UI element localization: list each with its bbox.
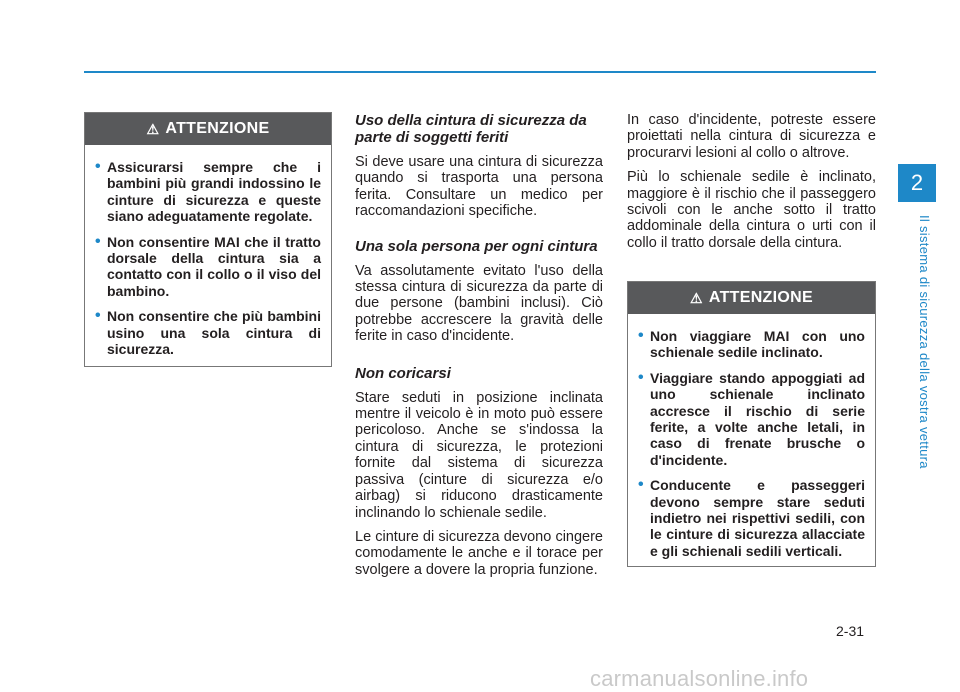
right-column — [627, 112, 876, 259]
warning-triangle-icon: ⚠ — [146, 120, 160, 137]
warning-title: ATTENZIONE — [165, 120, 270, 137]
warning-title: ATTENZIONE — [708, 289, 813, 306]
chapter-number: 2 — [910, 170, 924, 195]
section-title: Uso della cintura di sicurezza da parte di soggetti feriti — [355, 112, 587, 146]
chapter-tab — [898, 164, 936, 202]
top-rule — [84, 71, 876, 73]
warning-box-left — [84, 112, 332, 367]
warning-box-right — [627, 281, 876, 567]
paragraph: In caso d'incidente, potreste essere proiettati nella cintura di sicurezza e procurarvi lesioni al collo o altrove. — [627, 112, 876, 161]
paragraph: Le cinture di sicurezza devono cingere comodamente le anche e il torace per svolgere a dovere la propria funzione. — [355, 528, 603, 578]
warning-item: • Non viaggiare MAI con uno schienale sedile inclinato. — [650, 328, 865, 361]
warning-item: • Non consentire MAI che il tratto dorsale della cintura sia a contatto con il collo o il viso del bambino. — [107, 234, 321, 300]
page-number: 2-31 — [836, 623, 865, 639]
warning-item: • Assicurarsi sempre che i bambini più grandi indossino le cinture di sicurezza e queste siano adeguatamente regolate. — [107, 159, 321, 225]
warning-item: • Viaggiare stando appoggiati ad uno schienale inclinato accresce il rischio di serie ferite, a volte anche letali, in caso di frenate brusche o d'incidente. — [650, 370, 865, 468]
warning-triangle-icon: ⚠ — [690, 289, 703, 306]
paragraph: Stare seduti in posizione inclinata mentre il veicolo è in moto può essere pericoloso. Anche se s'indossa la cintura di sicurezza, le protezioni fornite dal sistema di sicurezza passiva (cinture di sicurezza e/o airbag) si riducono drasticamente inclinando lo schienale sedile. — [355, 389, 603, 521]
warning-header — [85, 113, 331, 145]
chapter-title: Il sistema di sicurezza della vostra vettura — [917, 215, 932, 469]
warning-list — [628, 314, 875, 576]
paragraph: Va assolutamente evitato l'uso della stessa cintura di sicurezza da parte di due persone (bambini inclusi). Ciò potrebbe accrescere la gravità delle ferite in caso d'incidente. — [355, 262, 603, 345]
section-title: Non coricarsi — [355, 364, 451, 382]
warning-item: • Conducente e passeggeri devono sempre stare seduti indietro nei rispettivi sedili, con le cinture di sicurezza allacciate e gli schienali sedili verticali. — [650, 477, 865, 559]
middle-column — [355, 112, 603, 586]
section-title: Una sola persona per ogni cintura — [355, 237, 598, 255]
warning-list — [85, 145, 331, 374]
paragraph: Più lo schienale sedile è inclinato, maggiore è il rischio che il passeggero scivoli con le anche sotto il tratto addominale della cintura o urti con il collo il tratto dorsale della cintura. — [627, 169, 876, 251]
paragraph: Si deve usare una cintura di sicurezza quando si trasporta una persona ferita. Consultare un medico per raccomandazioni specifiche. — [355, 154, 603, 220]
warning-header — [628, 282, 875, 314]
watermark: carmanualsonline.info — [590, 666, 809, 691]
warning-item: • Non consentire che più bambini usino una sola cintura di sicurezza. — [107, 308, 321, 357]
